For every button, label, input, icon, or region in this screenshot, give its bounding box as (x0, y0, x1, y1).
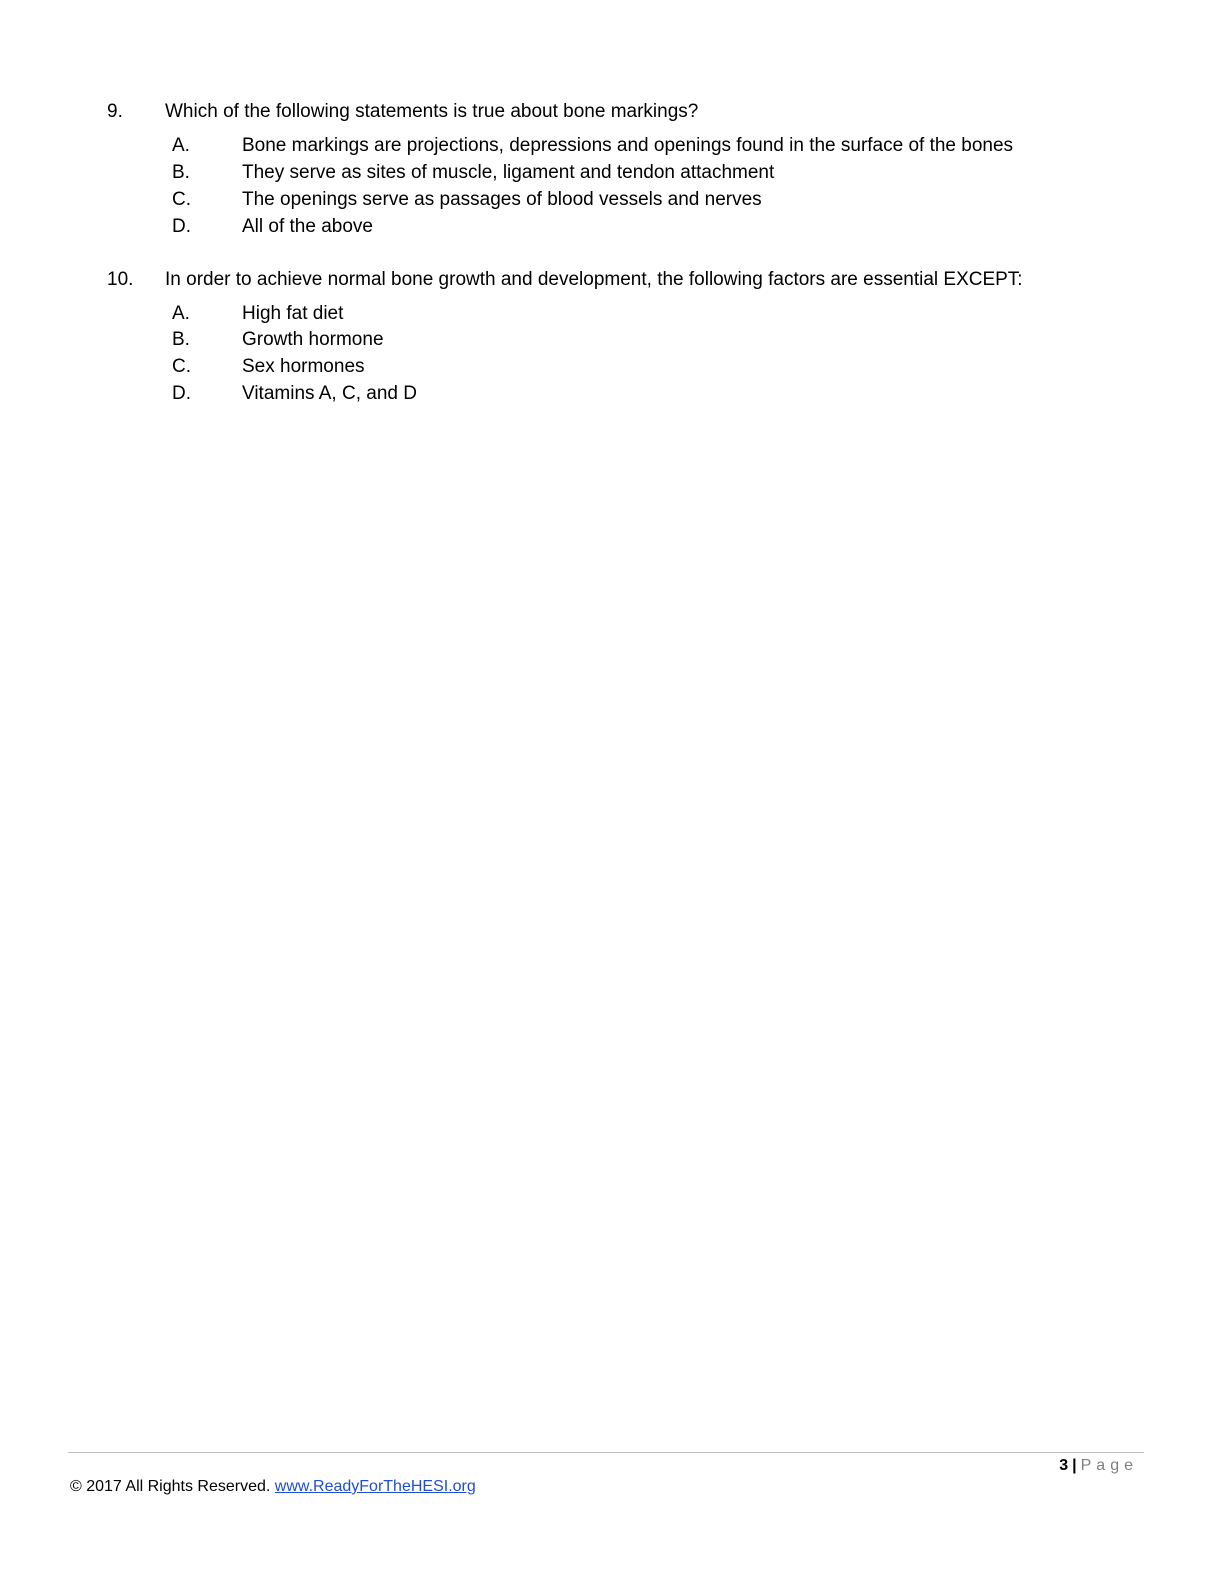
option-text: High fat diet (242, 303, 344, 324)
option-item (0, 134, 1224, 161)
copyright-text: © 2017 All Rights Reserved. (70, 1478, 271, 1495)
option-text: Sex hormones (242, 356, 365, 377)
option-item (0, 215, 1224, 242)
page-number-value: 3 (1059, 1457, 1069, 1474)
option-text: All of the above (242, 216, 373, 237)
option-letter: B. (172, 162, 190, 183)
footer-divider (68, 1452, 1144, 1453)
option-letter: A. (172, 303, 190, 324)
option-item (0, 302, 1224, 329)
page-number (1059, 1456, 1138, 1476)
option-text: The openings serve as passages of blood vessels and nerves (242, 189, 762, 210)
question-number: 9. (107, 101, 123, 122)
option-item (0, 188, 1224, 215)
option-letter: C. (172, 189, 191, 210)
question-text: Which of the following statements is true about bone markings? (165, 101, 699, 122)
option-text: Bone markings are projections, depressions and openings found in the surface of the bones (242, 135, 1014, 156)
option-text: Growth hormone (242, 329, 384, 350)
footer-copyright (70, 1477, 476, 1497)
option-letter: C. (172, 356, 191, 377)
option-item (0, 328, 1224, 355)
question-number: 10. (107, 269, 134, 290)
option-item (0, 382, 1224, 409)
page-word: Page (1080, 1457, 1138, 1474)
option-letter: D. (172, 216, 191, 237)
option-item (0, 355, 1224, 382)
option-text: Vitamins A, C, and D (242, 383, 417, 404)
option-letter: A. (172, 135, 190, 156)
page-number-separator: | (1072, 1457, 1077, 1474)
website-link[interactable]: www.ReadyForTheHESI.org (274, 1478, 476, 1495)
question-text: In order to achieve normal bone growth and development, the following factors are essential EXCEPT: (165, 269, 1023, 290)
option-letter: D. (172, 383, 191, 404)
option-text: They serve as sites of muscle, ligament and tendon attachment (242, 162, 775, 183)
option-item (0, 161, 1224, 188)
option-letter: B. (172, 329, 190, 350)
